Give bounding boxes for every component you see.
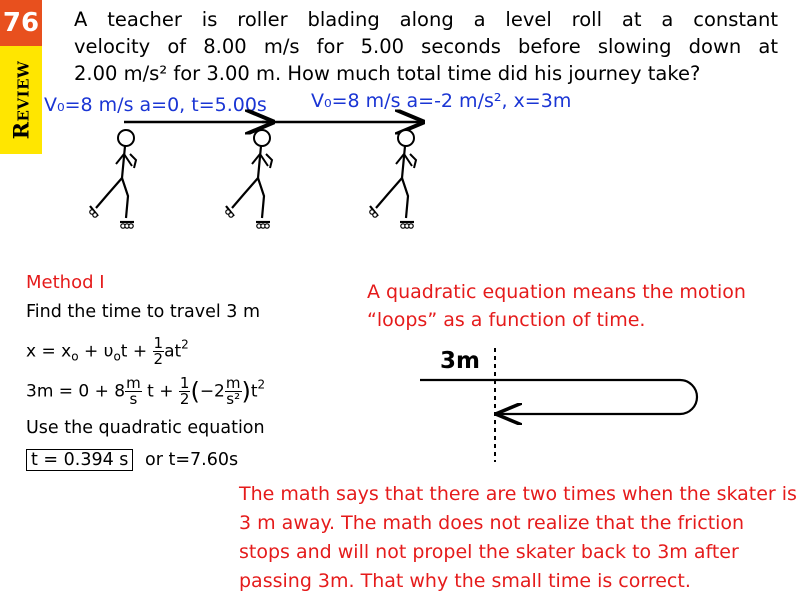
eq2-lhs: 3m = 0 + 8 xyxy=(26,381,126,402)
eq1-at: at xyxy=(164,341,182,362)
segment2-label: V₀=8 m/s a=-2 m/s², x=3m xyxy=(311,90,572,112)
eq1-plus-2: + xyxy=(132,341,148,362)
segment1-label: V₀=8 m/s a=0, t=5.00s xyxy=(44,94,267,116)
note-quadratic-loop: A quadratic equation means the motion “loops” as a function of time. xyxy=(367,281,746,331)
method-step-2: Use the quadratic equation xyxy=(26,418,265,438)
answer-alternate: or t=7.60s xyxy=(145,450,239,470)
eq1-squared: 2 xyxy=(181,337,189,352)
note-two-times-explanation: The math says that there are two times when the skater is 3 m away. The math does not realize that the friction stops and will not propel the skater back to 3m after passing 3m. That why the small time is correct. xyxy=(239,483,797,592)
answer-line xyxy=(26,450,238,470)
eq1-x0: x xyxy=(61,341,72,362)
eq2-m2-num: m xyxy=(225,374,241,392)
eq2-t-plus: t + xyxy=(147,381,174,402)
eq1-v0: υ xyxy=(103,341,114,362)
answer-boxed: t = 0.394 s xyxy=(26,449,133,471)
eq1-lhs: x = xyxy=(26,341,56,362)
eq2-t: t xyxy=(250,381,258,402)
method-title: Method I xyxy=(26,272,105,293)
loop-curve xyxy=(680,380,697,414)
eq2-velocity-unit xyxy=(125,376,142,407)
skater-figure-3 xyxy=(370,130,416,228)
eq2-m-den: s xyxy=(129,390,138,408)
eq1-x0-sub: o xyxy=(71,349,79,364)
eq2-half-num: 1 xyxy=(179,374,190,392)
eq1-half-num: 1 xyxy=(153,334,164,352)
eq2-m2-den: s² xyxy=(226,390,241,408)
question-line-2: velocity of 8.00 m/s for 5.00 seconds before slowing down at xyxy=(74,35,778,58)
eq2-paren-open: ( xyxy=(190,377,200,406)
review-label: Review xyxy=(8,60,34,140)
eq1-t: t xyxy=(120,341,128,362)
slide-number: 76 xyxy=(2,8,40,38)
eq2-minus-2: −2 xyxy=(199,381,225,402)
skater-figure-1 xyxy=(90,130,136,228)
question-line-3: 2.00 m/s² for 3.00 m. How much total time did his journey take? xyxy=(74,62,701,85)
method-step-1: Find the time to travel 3 m xyxy=(26,302,261,322)
skater-figure-2 xyxy=(226,130,272,228)
loop-diagram-label: 3m xyxy=(440,348,480,374)
eq2-squared: 2 xyxy=(257,377,266,392)
eq2-accel-unit xyxy=(225,376,242,407)
eq1-plus-1: + xyxy=(83,341,99,362)
equation-kinematics xyxy=(26,336,189,367)
eq1-v0-sub: o xyxy=(113,349,121,364)
eq1-half-fraction xyxy=(153,336,165,367)
eq2-half-den: 2 xyxy=(179,390,190,408)
eq2-half-fraction xyxy=(179,376,191,407)
equation-substituted xyxy=(26,376,265,407)
eq1-half-den: 2 xyxy=(153,350,164,368)
question-line-1: A teacher is roller blading along a level roll at a constant xyxy=(74,8,778,31)
eq2-m-num: m xyxy=(126,374,141,392)
eq2-paren-close: ) xyxy=(241,377,251,406)
